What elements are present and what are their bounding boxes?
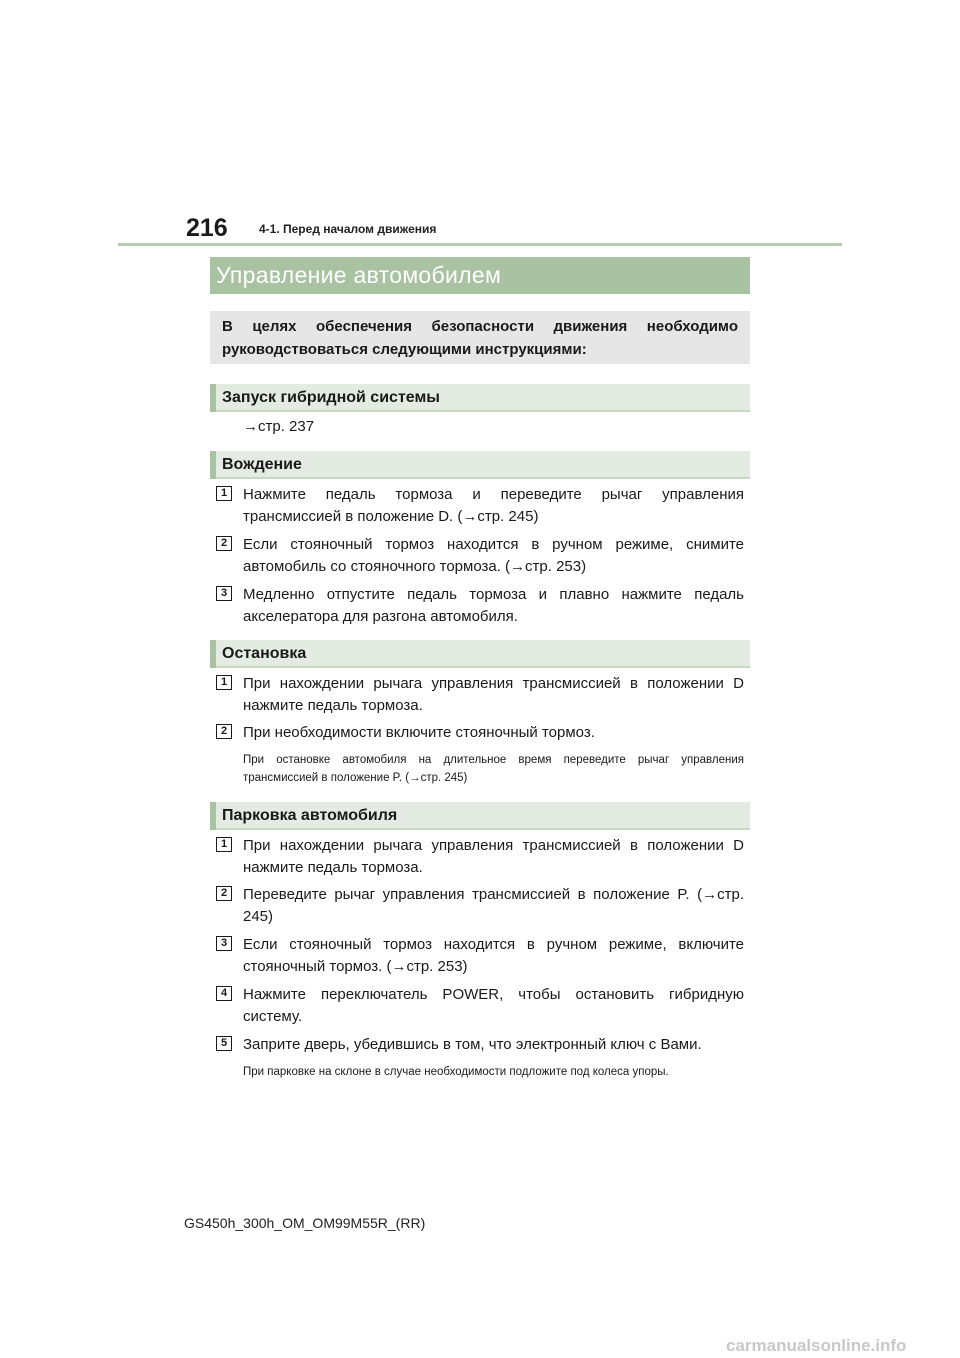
step-number-badge: 3	[216, 586, 232, 601]
step-text: Переведите рычаг управления трансмиссией в положение P. (→стр. 245)	[243, 886, 744, 925]
header-divider	[118, 243, 842, 246]
page-title: Управление автомобилем	[210, 257, 750, 294]
section-heading-driving: Вождение	[210, 451, 750, 479]
chapter-breadcrumb: 4-1. Перед началом движения	[259, 222, 437, 236]
section-heading-stopping: Остановка	[210, 640, 750, 668]
step-text: Если стояночный тормоз находится в ручном режиме, включите стояночный тормоз. (→стр. 253)	[243, 936, 744, 975]
step-number-badge: 1	[216, 837, 232, 852]
step-number-badge: 2	[216, 536, 232, 551]
note-text: При парковке на склоне в случае необходимости подложите под колеса упоры.	[243, 1066, 669, 1078]
document-code-footer: GS450h_300h_OM_OM99M55R_(RR)	[184, 1215, 426, 1231]
intro-text: В целях обеспечения безопасности движения необходимо руководствоваться следующими инструкциями:	[210, 311, 750, 364]
list-item	[216, 984, 744, 1028]
list-item	[216, 934, 744, 978]
step-text: При нахождении рычага управления трансмиссией в положении D нажмите педаль тормоза.	[243, 675, 744, 714]
step-text: При необходимости включите стояночный тормоз.	[243, 724, 595, 741]
list-item	[216, 673, 744, 717]
step-text: Нажмите переключатель POWER, чтобы остановить гибридную систему.	[243, 986, 744, 1025]
list-item	[216, 484, 744, 528]
list-item	[216, 835, 744, 879]
step-text: Медленно отпустите педаль тормоза и плавно нажмите педаль акселератора для разгона автомобиля.	[243, 586, 744, 625]
step-number-badge: 1	[216, 675, 232, 690]
list-item	[216, 534, 744, 578]
step-number-badge: 1	[216, 486, 232, 501]
list-item	[216, 722, 744, 744]
page-reference-link[interactable]: →стр. 237	[243, 418, 315, 435]
step-number-badge: 3	[216, 936, 232, 951]
section-heading-start: Запуск гибридной системы	[210, 384, 750, 412]
step-number-badge: 2	[216, 886, 232, 901]
page-number: 216	[186, 214, 228, 242]
step-number-badge: 4	[216, 986, 232, 1001]
step-number-badge: 2	[216, 724, 232, 739]
step-text: Нажмите педаль тормоза и переведите рычаг управления трансмиссией в положение D. (→стр. 245)	[243, 486, 744, 525]
step-number-badge: 5	[216, 1036, 232, 1051]
list-item	[216, 884, 744, 928]
watermark-text: carmanualsonline.info	[726, 1336, 907, 1355]
step-text: Заприте дверь, убедившись в том, что электронный ключ с Вами.	[243, 1036, 702, 1053]
step-text: При нахождении рычага управления трансмиссией в положении D нажмите педаль тормоза.	[243, 837, 744, 876]
list-item	[216, 1034, 744, 1056]
step-text: Если стояночный тормоз находится в ручном режиме, снимите автомобиль со стояночного тормоза. (→стр. 253)	[243, 536, 744, 575]
list-item	[216, 584, 744, 628]
section-heading-parking: Парковка автомобиля	[210, 802, 750, 830]
note-text: При остановке автомобиля на длительное время переведите рычаг управления трансмиссией в положение P. (→стр. 245)	[243, 754, 744, 784]
